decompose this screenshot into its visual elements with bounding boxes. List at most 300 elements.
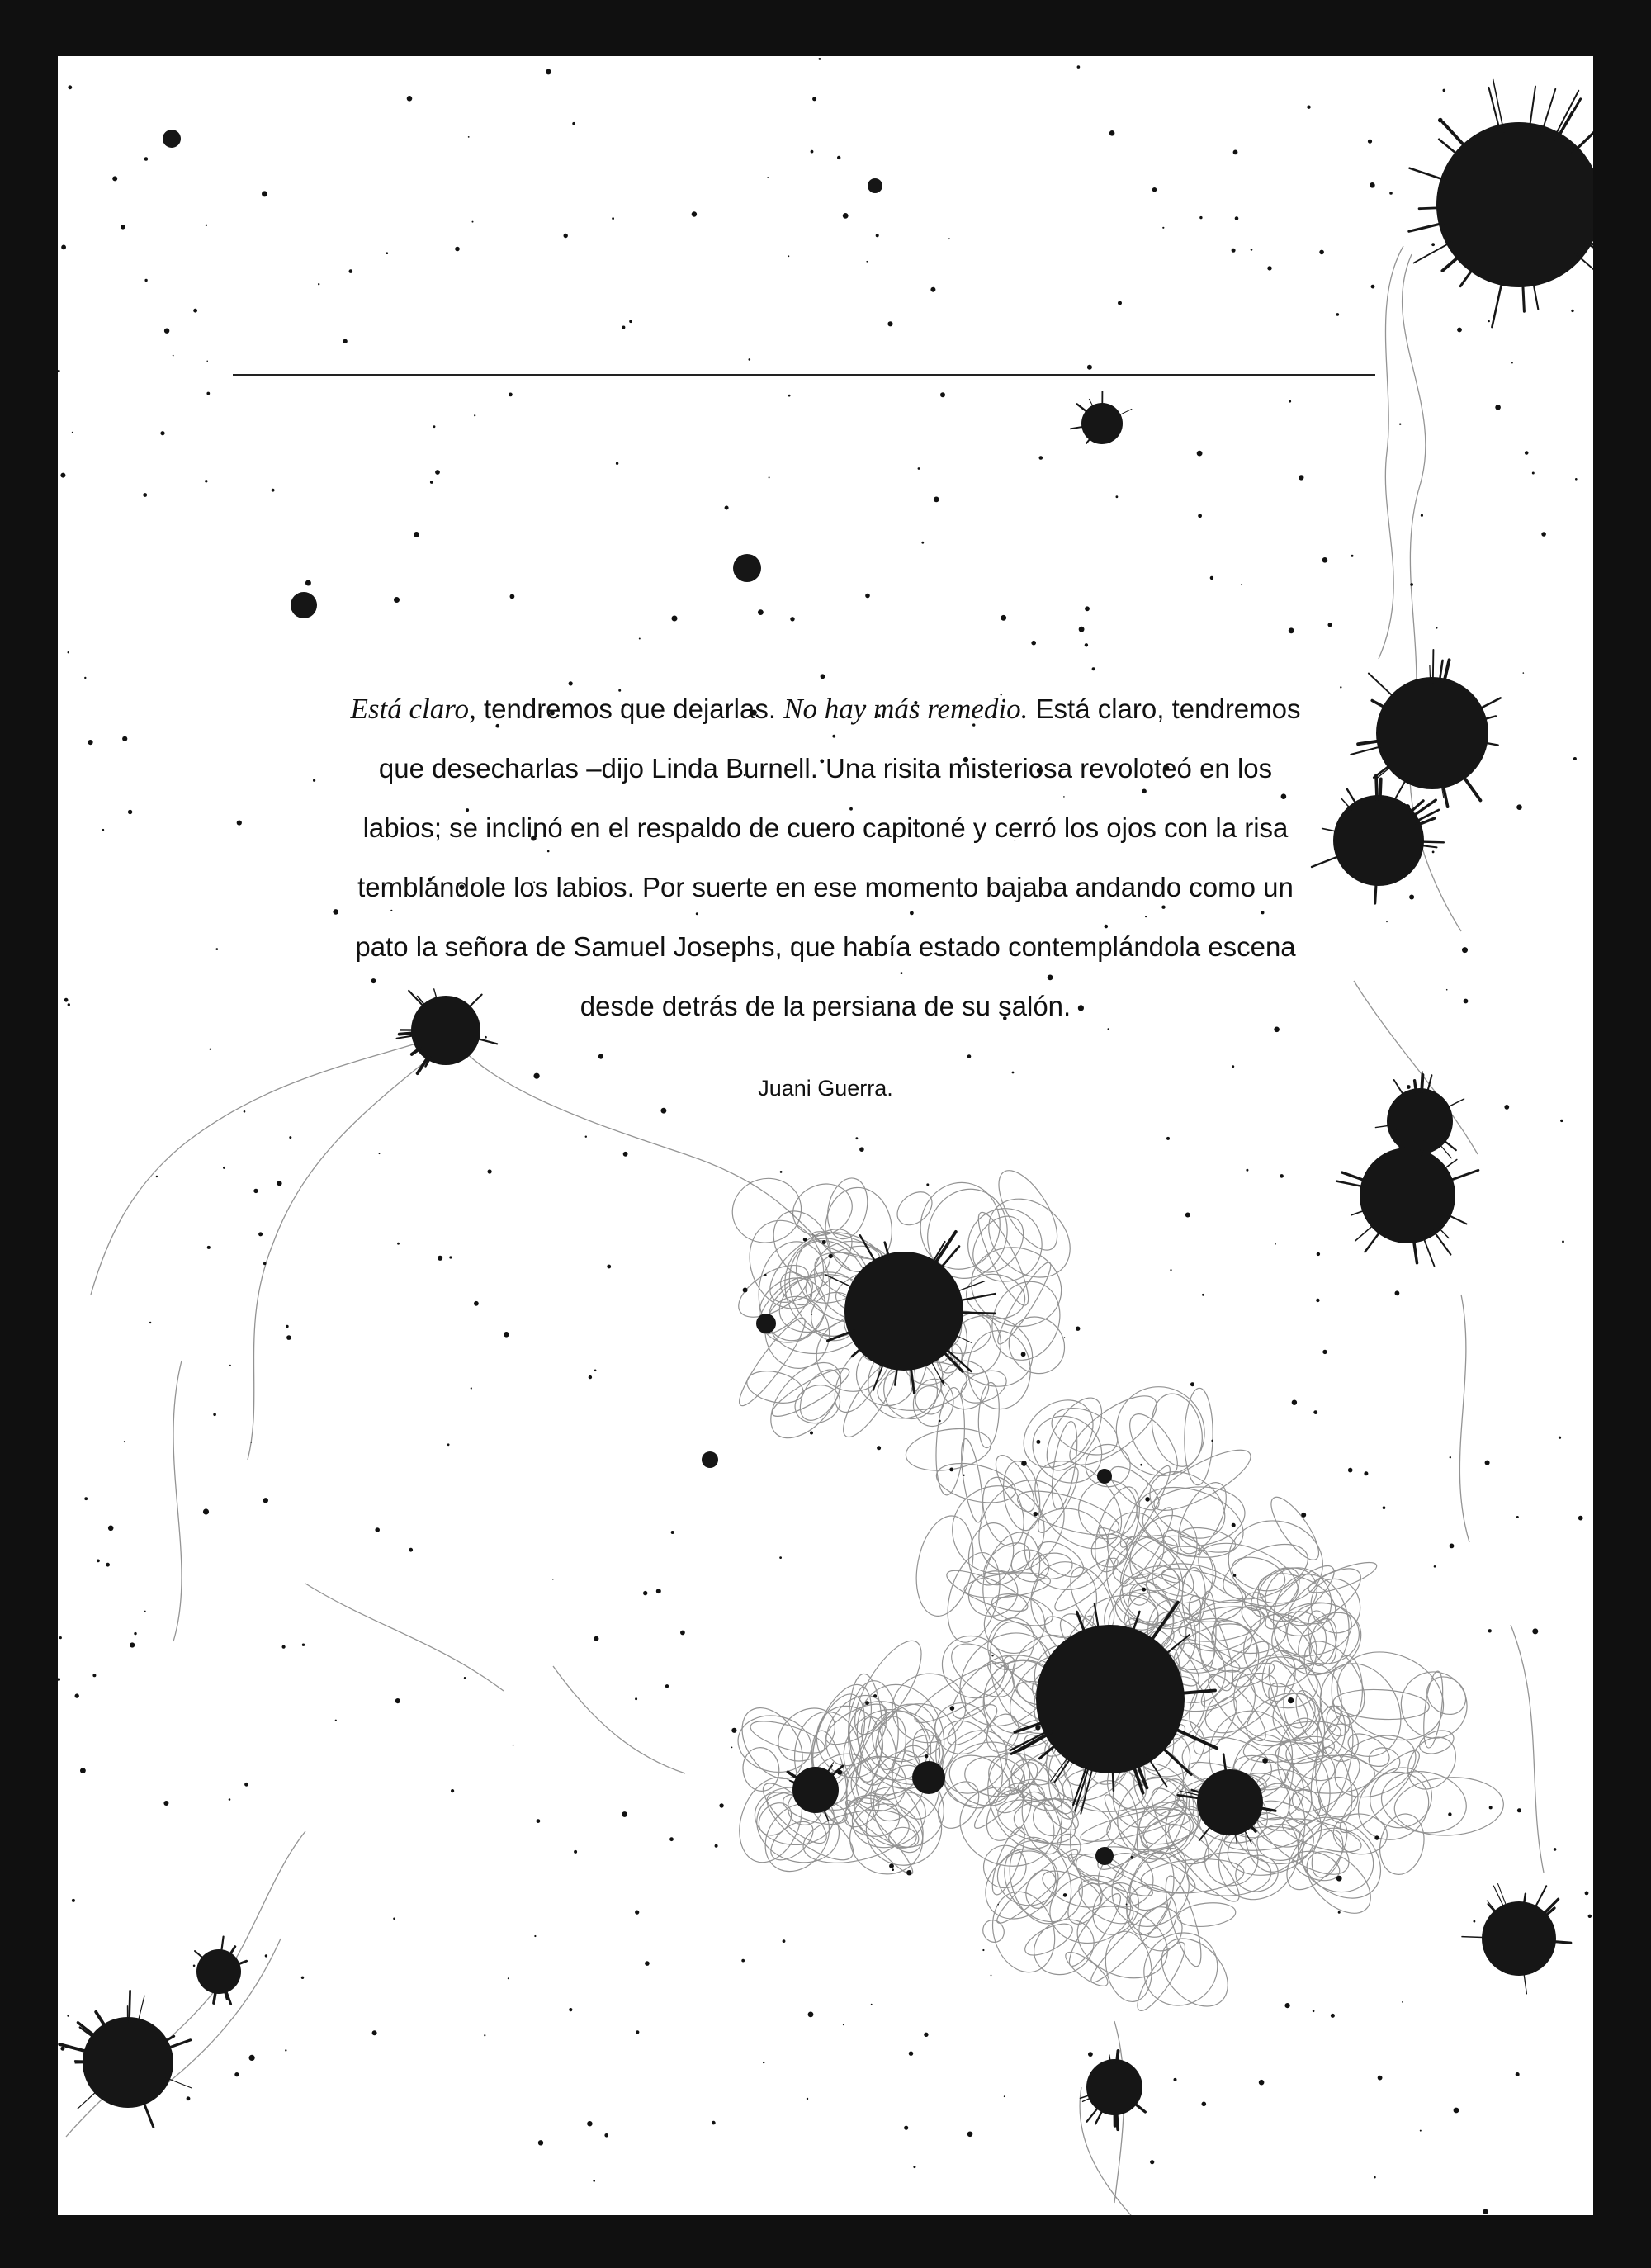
ink-speck bbox=[803, 1238, 807, 1242]
ink-speck bbox=[1285, 2003, 1290, 2008]
ink-speck bbox=[810, 1432, 813, 1435]
ink-speck bbox=[1432, 851, 1435, 854]
ink-speck bbox=[1251, 249, 1253, 251]
ink-artwork bbox=[58, 56, 1593, 2215]
ink-speck bbox=[812, 97, 816, 101]
ink-speck bbox=[1034, 1512, 1038, 1516]
ink-speck bbox=[1571, 310, 1573, 312]
ink-speck bbox=[206, 392, 210, 395]
paper-sheet bbox=[58, 56, 1593, 2215]
ink-speck bbox=[635, 1911, 639, 1915]
scribble-loop bbox=[962, 1237, 1071, 1338]
ink-speck bbox=[572, 122, 575, 125]
ink-speck bbox=[513, 1745, 514, 1746]
scribble-loop bbox=[840, 1795, 919, 1879]
ink-speck bbox=[534, 1935, 536, 1937]
ink-speck bbox=[1532, 1628, 1538, 1634]
ink-speck bbox=[106, 1563, 110, 1567]
ink-speck bbox=[464, 1677, 466, 1679]
ink-speck bbox=[585, 1136, 587, 1138]
ink-speck bbox=[216, 948, 219, 950]
ink-speck bbox=[1021, 1461, 1027, 1466]
ink-speck bbox=[1420, 2130, 1422, 2132]
ink-speck bbox=[783, 1939, 786, 1943]
ink-speck bbox=[904, 2126, 908, 2130]
scribble-loop bbox=[903, 1423, 994, 1476]
ink-speck bbox=[767, 177, 769, 178]
ink-speck bbox=[669, 1837, 674, 1841]
ink-speck bbox=[569, 2008, 572, 2011]
scribble-loop bbox=[963, 1207, 1034, 1282]
ink-speck bbox=[1446, 989, 1448, 991]
ink-speck bbox=[144, 157, 149, 161]
ink-speck bbox=[474, 1301, 479, 1306]
horizontal-rule bbox=[233, 374, 1375, 376]
scribble-loop bbox=[1100, 1928, 1157, 2005]
ink-speck bbox=[1150, 2160, 1154, 2164]
ink-speck bbox=[925, 1754, 928, 1758]
ink-speck bbox=[509, 393, 513, 397]
ink-speck bbox=[160, 431, 164, 435]
ink-speck bbox=[1322, 557, 1328, 563]
ink-speck bbox=[84, 1497, 88, 1500]
ink-speck bbox=[538, 2140, 543, 2145]
ink-speck bbox=[715, 1844, 718, 1848]
ink-speck bbox=[876, 234, 879, 237]
ink-speck bbox=[665, 1684, 669, 1688]
ink-speck bbox=[1504, 1105, 1509, 1110]
ink-speck bbox=[1152, 187, 1157, 192]
ink-speck bbox=[1560, 1120, 1563, 1122]
scribble-loop bbox=[891, 1186, 939, 1232]
scribble-loop bbox=[1289, 1846, 1343, 1886]
ink-speck bbox=[1116, 495, 1119, 498]
ink-speck bbox=[1370, 182, 1375, 188]
ink-speck bbox=[924, 2033, 928, 2037]
ink-speck bbox=[636, 2030, 639, 2034]
ink-speck bbox=[934, 497, 939, 503]
poem-regular-2: Está claro, tendremos bbox=[1028, 694, 1301, 724]
ink-speck bbox=[1559, 1437, 1561, 1439]
ink-speck bbox=[210, 1049, 211, 1050]
ink-blot bbox=[912, 1761, 945, 1794]
ink-speck bbox=[1233, 150, 1238, 155]
ink-blot bbox=[163, 130, 181, 148]
ink-speck bbox=[229, 1798, 231, 1801]
scribble-loop bbox=[984, 1884, 1064, 1979]
ink-speck bbox=[72, 432, 73, 433]
ink-speck bbox=[1210, 576, 1213, 580]
ink-speck bbox=[1436, 627, 1437, 628]
ink-speck bbox=[749, 358, 751, 361]
scribble-loop bbox=[1263, 1491, 1327, 1566]
ink-speck bbox=[244, 1783, 248, 1787]
ink-speck bbox=[1004, 2095, 1005, 2097]
ink-speck bbox=[394, 597, 400, 603]
ink-speck bbox=[206, 361, 208, 362]
ink-speck bbox=[1031, 641, 1036, 646]
ink-speck bbox=[1190, 1382, 1194, 1386]
ink-speck bbox=[1246, 1169, 1248, 1172]
ink-speck bbox=[343, 339, 347, 343]
ink-speck bbox=[1039, 456, 1043, 460]
ink-speck bbox=[1383, 1506, 1386, 1509]
ink-speck bbox=[725, 506, 729, 510]
scribble-loop bbox=[1184, 1388, 1213, 1485]
ink-speck bbox=[612, 217, 614, 220]
ink-speck bbox=[64, 998, 69, 1002]
poem-text bbox=[239, 679, 1412, 1036]
scribble-loop bbox=[909, 1511, 982, 1621]
ink-speck bbox=[112, 176, 117, 181]
ink-speck bbox=[130, 1642, 135, 1647]
ink-speck bbox=[1275, 1243, 1276, 1245]
ink-speck bbox=[643, 1591, 647, 1595]
ink-speck bbox=[1322, 1350, 1327, 1354]
ink-speck bbox=[250, 1442, 252, 1443]
ink-speck bbox=[1197, 451, 1203, 457]
ink-speck bbox=[1516, 2072, 1520, 2076]
ink-speck bbox=[635, 1697, 637, 1700]
ink-speck bbox=[661, 1108, 667, 1114]
ink-speck bbox=[286, 1325, 289, 1328]
ink-speck bbox=[488, 1169, 492, 1173]
ink-speck bbox=[302, 1644, 305, 1646]
ink-speck bbox=[122, 736, 127, 741]
ink-speck bbox=[1202, 2102, 1207, 2107]
ink-speck bbox=[1079, 627, 1085, 632]
ink-blot bbox=[868, 178, 882, 193]
ink-speck bbox=[1554, 1848, 1557, 1851]
ink-speck bbox=[963, 1475, 964, 1476]
ink-speck bbox=[193, 1965, 196, 1967]
ink-speck bbox=[1374, 2176, 1376, 2179]
ink-speck bbox=[59, 1636, 62, 1639]
scribble-loop bbox=[1194, 1633, 1277, 1715]
ink-speck bbox=[265, 1954, 267, 1957]
scribble-loop bbox=[966, 1329, 1032, 1411]
ink-speck bbox=[1199, 216, 1202, 219]
scribble-loop bbox=[973, 1183, 1086, 1294]
ink-speck bbox=[143, 493, 147, 497]
ink-speck bbox=[1378, 2076, 1383, 2081]
ink-speck bbox=[1517, 1808, 1521, 1812]
scribble-loop bbox=[942, 1633, 1023, 1707]
ink-speck bbox=[811, 1314, 812, 1315]
ink-speck bbox=[622, 326, 625, 329]
ink-speck bbox=[484, 2034, 485, 2036]
ink-speck bbox=[244, 1110, 246, 1113]
ink-speck bbox=[1262, 1758, 1268, 1764]
ink-speck bbox=[819, 58, 821, 60]
ink-speck bbox=[471, 1387, 472, 1389]
ink-speck bbox=[1076, 1327, 1080, 1331]
scribble-loop bbox=[1020, 1866, 1062, 1914]
ink-speck bbox=[60, 473, 65, 478]
ink-speck bbox=[451, 1789, 454, 1792]
ink-speck bbox=[950, 1706, 955, 1711]
ink-speck bbox=[1336, 1876, 1342, 1882]
ink-blot bbox=[756, 1314, 776, 1333]
ink-speck bbox=[788, 255, 790, 257]
ink-speck bbox=[1198, 514, 1202, 518]
ink-speck bbox=[1399, 424, 1401, 425]
ink-speck bbox=[1434, 1565, 1436, 1568]
ink-speck bbox=[409, 1548, 413, 1552]
ink-speck bbox=[1495, 405, 1501, 410]
ink-speck bbox=[1036, 1440, 1040, 1444]
ink-speck bbox=[285, 2049, 286, 2051]
scribble-loop bbox=[1176, 1901, 1237, 1929]
ink-speck bbox=[1338, 1911, 1341, 1914]
ink-speck bbox=[1464, 999, 1469, 1004]
ink-speck bbox=[939, 1420, 941, 1423]
ink-speck bbox=[1402, 2001, 1403, 2003]
ink-speck bbox=[921, 542, 924, 544]
ink-speck bbox=[163, 1801, 168, 1806]
ink-speck bbox=[1085, 606, 1090, 611]
ink-blot bbox=[1409, 79, 1593, 327]
ink-speck bbox=[430, 481, 433, 484]
ink-speck bbox=[379, 1153, 381, 1154]
ink-speck bbox=[433, 425, 436, 428]
scribble-loop bbox=[1359, 1756, 1444, 1839]
scribble-loop bbox=[725, 1171, 809, 1251]
ink-speck bbox=[92, 1674, 96, 1677]
ink-speck bbox=[1232, 1523, 1236, 1527]
scribble-loop bbox=[1121, 1406, 1187, 1482]
poem-line-1 bbox=[239, 679, 1412, 739]
ink-speck bbox=[67, 2015, 69, 2017]
ink-speck bbox=[249, 2055, 255, 2061]
ink-speck bbox=[1232, 249, 1236, 253]
ink-speck bbox=[1588, 1915, 1592, 1918]
ink-speck bbox=[1516, 1516, 1519, 1518]
ink-speck bbox=[692, 211, 697, 216]
ink-speck bbox=[1573, 757, 1577, 760]
poem-italic-1: Está claro, bbox=[350, 693, 476, 725]
ink-speck bbox=[1374, 1835, 1379, 1839]
scribble-loop bbox=[950, 1775, 1065, 1878]
ink-speck bbox=[1289, 400, 1291, 403]
poem-line-6: desde detrás de la persiana de su salón. bbox=[580, 991, 1071, 1021]
ink-speck bbox=[877, 1446, 881, 1450]
ink-speck bbox=[395, 1698, 400, 1703]
ink-speck bbox=[1085, 643, 1088, 646]
ink-speck bbox=[301, 1977, 304, 1979]
ink-speck bbox=[865, 1701, 869, 1705]
scribble-loop bbox=[1140, 1808, 1204, 1850]
poem-line-3: labios; se inclinó en el respaldo de cuero capitoné y cerró los ojos con la risa bbox=[362, 812, 1289, 843]
ink-speck bbox=[764, 1274, 767, 1276]
ink-speck bbox=[386, 252, 389, 254]
ink-speck bbox=[263, 1498, 268, 1503]
scribble-loop bbox=[1186, 1851, 1272, 1897]
ink-speck bbox=[997, 1904, 999, 1906]
ink-speck bbox=[758, 609, 764, 615]
ink-speck bbox=[1450, 1544, 1455, 1549]
ink-speck bbox=[967, 2132, 973, 2138]
ink-speck bbox=[859, 1147, 864, 1152]
ink-speck bbox=[1319, 250, 1324, 255]
ink-speck bbox=[1532, 472, 1535, 475]
ink-speck bbox=[1443, 89, 1446, 92]
ink-speck bbox=[472, 221, 474, 223]
ink-speck bbox=[1301, 1513, 1306, 1518]
ink-speck bbox=[546, 69, 551, 75]
ink-speck bbox=[1516, 804, 1522, 810]
ink-speck bbox=[504, 1332, 509, 1338]
scribble-loop bbox=[1049, 1551, 1124, 1617]
ink-speck bbox=[468, 136, 470, 138]
ink-blot bbox=[1462, 1884, 1571, 1994]
ink-speck bbox=[449, 1256, 452, 1258]
ink-speck bbox=[102, 829, 104, 831]
ink-speck bbox=[1142, 1588, 1146, 1592]
scribble-loop bbox=[733, 1710, 816, 1778]
ink-speck bbox=[206, 225, 207, 226]
ink-speck bbox=[1109, 130, 1115, 136]
ink-speck bbox=[1174, 2078, 1177, 2081]
ink-speck bbox=[1351, 555, 1354, 557]
ink-speck bbox=[1313, 2010, 1315, 2013]
ink-speck bbox=[564, 234, 568, 238]
scribble-loop bbox=[746, 1265, 839, 1356]
ink-speck bbox=[623, 1152, 628, 1157]
ink-speck bbox=[741, 1959, 745, 1963]
scribble-loop bbox=[747, 1715, 828, 1759]
ink-speck bbox=[1316, 1299, 1319, 1302]
ink-speck bbox=[1448, 1812, 1451, 1816]
ink-speck bbox=[1063, 1893, 1067, 1897]
ink-speck bbox=[1523, 672, 1525, 674]
ink-speck bbox=[1511, 362, 1513, 364]
ink-speck bbox=[1012, 1072, 1015, 1074]
ink-speck bbox=[397, 1243, 400, 1245]
ink-speck bbox=[906, 1870, 911, 1875]
scribble-loop bbox=[1130, 1937, 1192, 2016]
scribble-loop bbox=[829, 1738, 962, 1866]
ink-speck bbox=[144, 1611, 146, 1612]
ink-speck bbox=[1331, 2014, 1335, 2018]
ink-speck bbox=[205, 480, 207, 482]
ink-speck bbox=[1389, 192, 1393, 195]
ink-speck bbox=[779, 1556, 782, 1559]
scribble-loop bbox=[1104, 1460, 1166, 1518]
scribble-loop bbox=[737, 1210, 837, 1320]
poem-line-5: pato la señora de Samuel Josephs, que había estado contemplándola escena bbox=[355, 931, 1296, 962]
ink-speck bbox=[1280, 1174, 1284, 1178]
ink-speck bbox=[263, 1262, 267, 1266]
ink-speck bbox=[108, 1526, 114, 1532]
ink-speck bbox=[438, 1256, 442, 1261]
scribble-loop bbox=[1305, 1556, 1379, 1598]
ink-speck bbox=[1233, 1574, 1237, 1577]
ink-speck bbox=[187, 2096, 191, 2100]
pencil-scribbles bbox=[725, 1162, 1505, 2020]
ink-speck bbox=[967, 1054, 972, 1058]
scribble-loop bbox=[986, 1824, 1031, 1898]
scribble-loop bbox=[1148, 1925, 1241, 2019]
ink-speck bbox=[393, 1918, 395, 1920]
scribble-loop bbox=[1010, 1386, 1106, 1481]
ink-speck bbox=[1292, 1400, 1297, 1405]
ink-speck bbox=[1001, 615, 1006, 621]
ink-speck bbox=[277, 1181, 281, 1186]
ink-speck bbox=[72, 1899, 75, 1902]
ink-speck bbox=[258, 1232, 263, 1236]
ink-speck bbox=[1421, 514, 1423, 517]
ink-speck bbox=[873, 1694, 877, 1697]
scribble-loop bbox=[957, 1437, 986, 1523]
ink-speck bbox=[144, 279, 147, 282]
ink-speck bbox=[1483, 2209, 1488, 2214]
ink-speck bbox=[223, 1167, 225, 1169]
ink-speck bbox=[305, 580, 311, 586]
ink-speck bbox=[149, 1322, 151, 1323]
ink-speck bbox=[1525, 451, 1529, 455]
ink-speck bbox=[68, 1003, 70, 1006]
ink-speck bbox=[156, 1176, 158, 1177]
ink-speck bbox=[229, 1365, 231, 1366]
ink-speck bbox=[829, 1254, 833, 1258]
ink-speck bbox=[1410, 583, 1413, 586]
ink-speck bbox=[552, 1579, 554, 1580]
ink-speck bbox=[97, 1560, 100, 1563]
ink-speck bbox=[407, 96, 413, 102]
ink-blot bbox=[291, 592, 317, 618]
ink-speck bbox=[207, 1246, 211, 1249]
ink-speck bbox=[335, 1720, 337, 1721]
ink-speck bbox=[68, 85, 72, 89]
ink-speck bbox=[594, 1636, 598, 1641]
scribble-loop bbox=[911, 1381, 949, 1418]
ink-speck bbox=[616, 462, 618, 465]
ink-speck bbox=[807, 2098, 808, 2100]
scribble-loop bbox=[814, 1684, 899, 1777]
ink-speck bbox=[1092, 667, 1095, 670]
ink-speck bbox=[447, 1443, 450, 1446]
ink-speck bbox=[1489, 1806, 1493, 1809]
ink-speck bbox=[865, 594, 870, 599]
ink-speck bbox=[1170, 1269, 1171, 1271]
ink-speck bbox=[1336, 313, 1340, 316]
ink-speck bbox=[1485, 1461, 1490, 1465]
ink-speck bbox=[1454, 2108, 1459, 2114]
ink-speck bbox=[837, 156, 840, 159]
ink-speck bbox=[375, 1527, 380, 1532]
ink-speck bbox=[1457, 328, 1462, 333]
ink-speck bbox=[598, 1054, 603, 1059]
ink-speck bbox=[1087, 365, 1092, 370]
ink-speck bbox=[1462, 947, 1468, 953]
poem-line-4: temblándole los labios. Por suerte en ese momento bajaba andando como un bbox=[357, 872, 1294, 902]
ink-speck bbox=[1317, 1252, 1320, 1256]
ink-speck bbox=[1235, 216, 1239, 220]
ink-speck bbox=[173, 355, 174, 357]
scribble-loop bbox=[998, 1305, 1076, 1385]
ink-speck bbox=[455, 247, 460, 252]
ink-blot bbox=[702, 1451, 718, 1468]
ink-speck bbox=[80, 1768, 86, 1773]
ink-speck bbox=[1241, 584, 1242, 585]
ink-speck bbox=[1211, 1440, 1213, 1442]
scribble-loop bbox=[950, 1484, 1047, 1576]
ink-speck bbox=[203, 1508, 209, 1514]
ink-speck bbox=[1368, 140, 1372, 144]
ink-speck bbox=[1077, 65, 1081, 69]
ink-speck bbox=[1021, 1352, 1026, 1357]
